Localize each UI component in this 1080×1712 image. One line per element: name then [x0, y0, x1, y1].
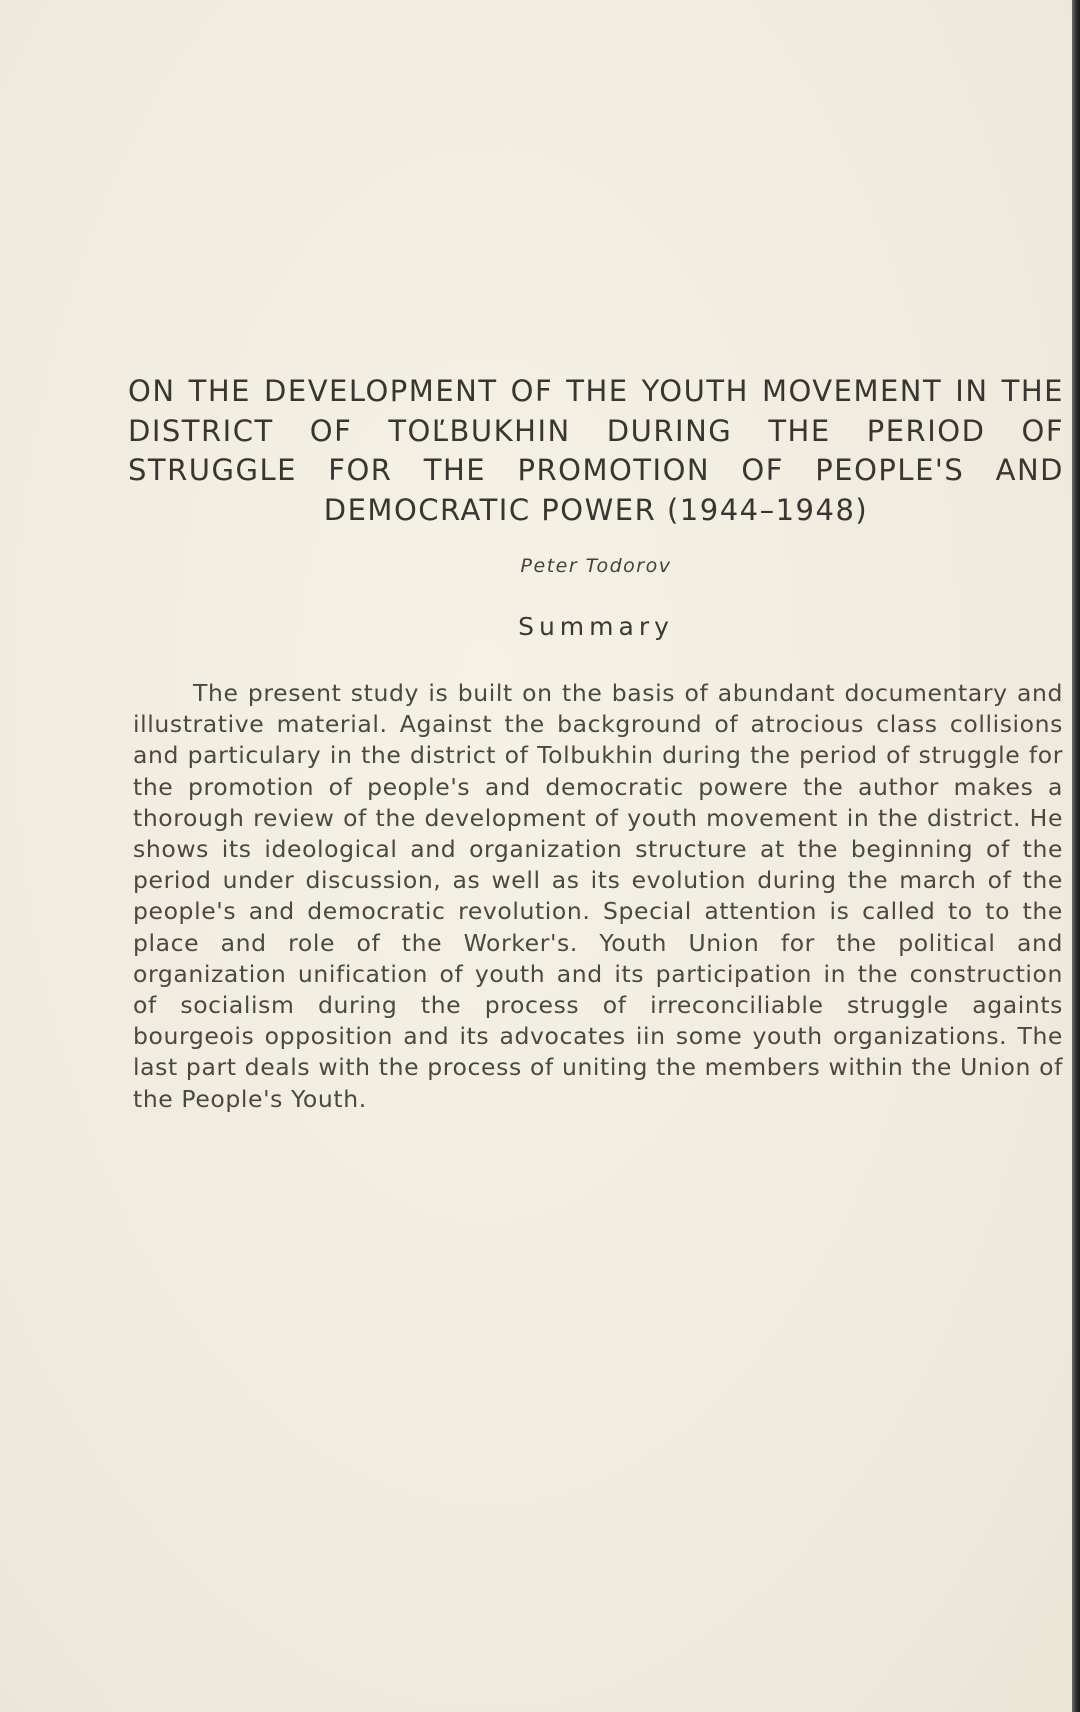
section-heading: Summary [518, 612, 674, 641]
article-title: ON THE DEVELOPMENT OF THE YOUTH MOVEMENT IN THE DISTRICT OF TOĽBUKHIN DURING THE PERIOD OF STRUGGLE FOR THE PROMOTION OF PEOPLE'S AND DEMOCRATIC POWER (1944–1948) [128, 374, 1064, 527]
summary-paragraph: The present study is built on the basis of abundant documentary and illustrative material. Against the background of atrocious class collisions and particulary in the district of Tolbukhin during the period of struggle for the promotion of people's and democratic powere the author makes a thorough review of the development of youth movement in the district. He shows its ideological and organization structure at the beginning of the period under discussion, as well as its evolution during the march of the people's and democratic revolution. Special attention is called to to the place and role of the Worker's. Youth Union for the political and organization unification of youth and its participation in the construction of socialism during the process of irreconciliable struggle againts bourgeois opposition and its advocates iin some youth organizations. The last part deals with the process of uniting the members within the Union of the People's Youth. [133, 679, 1063, 1113]
book-spine-edge [1072, 0, 1080, 1712]
author-name: Peter Todorov [520, 555, 672, 577]
